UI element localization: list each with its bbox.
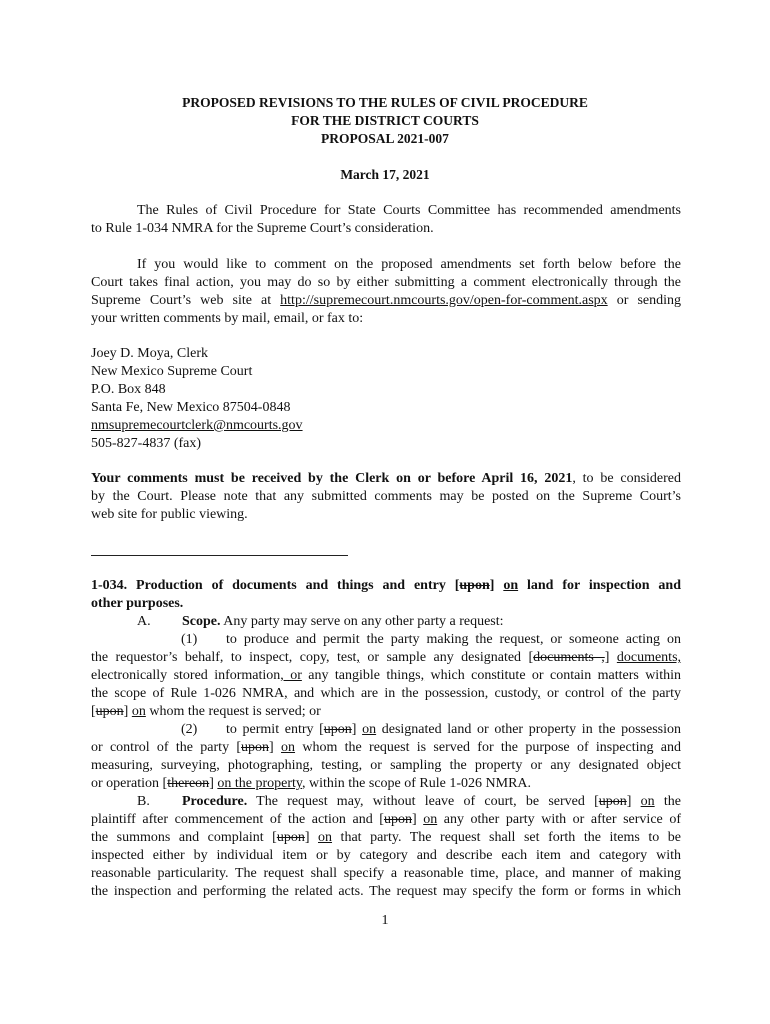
intro-p2-line2: Court takes final action, you may do so by either submitting a comment electronically through the: [91, 275, 681, 290]
separator-rule: [91, 555, 348, 556]
document-date: March 17, 2021: [340, 167, 430, 182]
address-name: Joey D. Moya, Clerk: [91, 346, 209, 361]
a1-line2: the requestor’s behalf, to inspect, copy, test, or sample any designated [documents ,] documents,: [91, 650, 682, 665]
intro-p1-line1: The Rules of Civil Procedure for State Courts Committee has recommended amendments: [137, 203, 681, 218]
section-b-line4: inspected either by individual item or by category and describe each item and category with: [91, 848, 681, 863]
deadline-line3: web site for public viewing.: [91, 507, 248, 522]
a2-line3: measuring, surveying, photographing, testing, or sampling the property or any designated object: [91, 758, 681, 773]
comment-link[interactable]: http://supremecourt.nmcourts.gov/open-for-comment.aspx: [280, 293, 608, 308]
section-b-line2: plaintiff after commencement of the action and [upon] on any other party with or after service of: [91, 812, 681, 827]
a1-line3: electronically stored information, or any tangible things, which constitute or contain matters within: [91, 668, 681, 683]
deadline-line2: by the Court. Please note that any submitted comments may be posted on the Supreme Court’s: [91, 489, 681, 504]
rule-heading-line2: other purposes.: [91, 596, 184, 611]
section-b-line3: the summons and complaint [upon] on that party. The request shall set forth the items to be: [91, 830, 681, 845]
section-b-line6: the inspection and performing the related acts. The request may specify the form or forms in which: [91, 884, 681, 899]
title-line-3: PROPOSAL 2021-007: [321, 131, 449, 146]
address-org: New Mexico Supreme Court: [91, 364, 253, 379]
address-box: P.O. Box 848: [91, 382, 166, 397]
page-number: 1: [381, 913, 389, 928]
a2-line1: (2) to permit entry [upon] on designated land or other property in the possession: [181, 722, 681, 737]
section-a-heading: A. Scope. Any party may serve on any other party a request:: [137, 614, 504, 629]
a1-line5: [upon] on whom the request is served; or: [91, 704, 321, 719]
section-b-line5: reasonable particularity. The request shall specify a reasonable time, place, and manner of making: [91, 866, 681, 881]
title-line-1: PROPOSED REVISIONS TO THE RULES OF CIVIL PROCEDURE: [182, 95, 588, 110]
deadline-line1: Your comments must be received by the Clerk on or before April 16, 2021, to be considered: [91, 471, 682, 486]
intro-p1-line2: to Rule 1-034 NMRA for the Supreme Court’s consideration.: [91, 221, 434, 236]
intro-p2-line3: Supreme Court’s web site at http://supremecourt.nmcourts.gov/open-for-comment.aspx or sending: [91, 293, 681, 308]
address-email: [91, 417, 681, 435]
intro-p2-line4: your written comments by mail, email, or fax to:: [91, 311, 364, 326]
email-link[interactable]: nmsupremecourtclerk@nmcourts.gov: [91, 418, 303, 433]
title-line-2: FOR THE DISTRICT COURTS: [291, 113, 479, 128]
a1-line1: (1) to produce and permit the party making the request, or someone acting on: [181, 632, 681, 647]
address-fax: 505-827-4837 (fax): [91, 436, 202, 451]
address-city: Santa Fe, New Mexico 87504-0848: [91, 400, 291, 415]
rule-heading-line1: 1-034. Production of documents and things and entry [upon] on land for inspection and: [91, 578, 681, 593]
a1-line4: the scope of Rule 1-026 NMRA, and which are in the possession, custody, or control of the party: [91, 686, 681, 701]
section-b-line1: B. Procedure. The request may, without leave of court, be served [upon] on the: [137, 794, 681, 809]
intro-p2-line1: If you would like to comment on the proposed amendments set forth below before the: [137, 257, 681, 272]
a2-line2: or control of the party [upon] on whom the request is served for the purpose of inspecting and: [91, 740, 681, 755]
a2-line4: or operation [thereon] on the property, within the scope of Rule 1-026 NMRA.: [91, 776, 532, 791]
